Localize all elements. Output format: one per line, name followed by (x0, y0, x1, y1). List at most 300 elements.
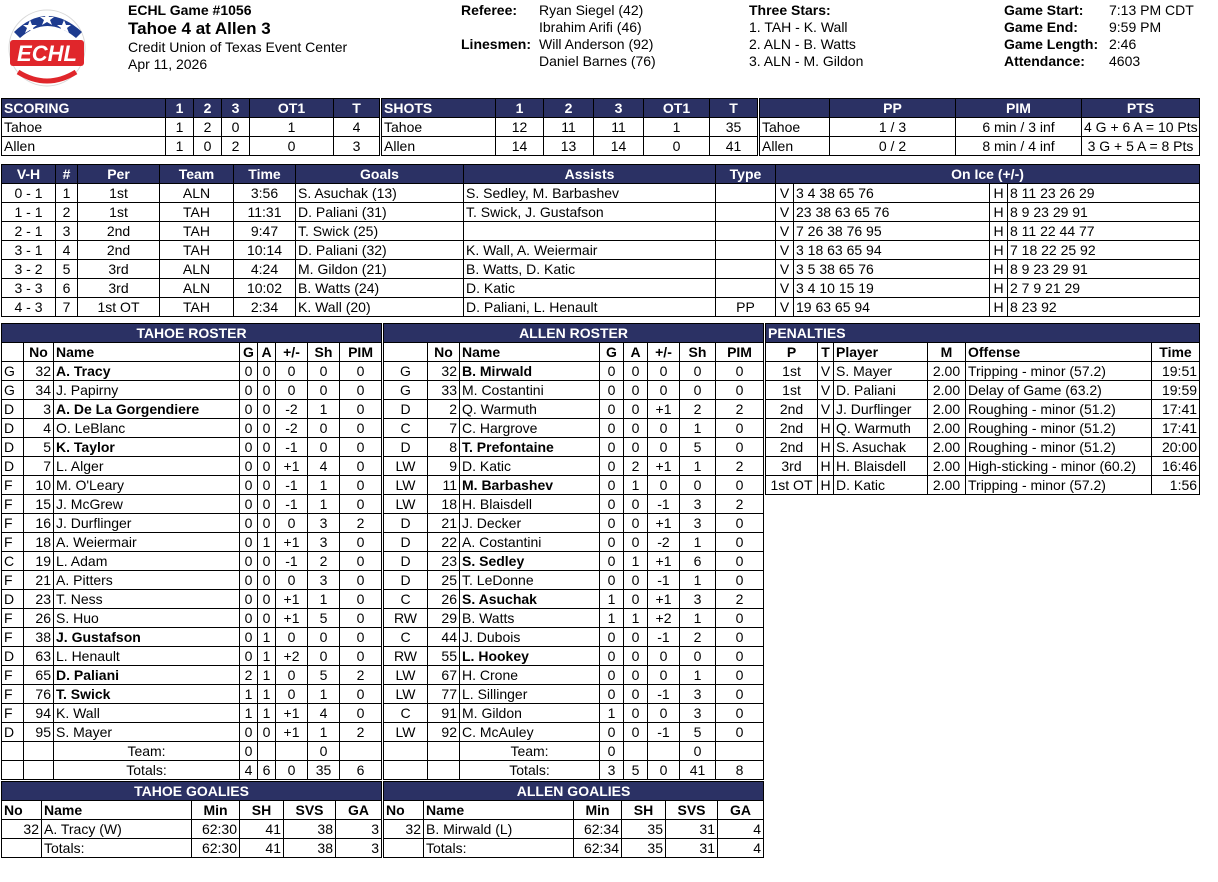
scoring-value: 1 (166, 137, 194, 156)
player-name: S. Sedley (460, 552, 600, 571)
goal-time: 4:24 (234, 260, 296, 279)
roster-row (384, 647, 764, 666)
goal-score: 2 - 1 (2, 222, 56, 241)
player-assists: 1 (624, 609, 648, 628)
player-goals: 0 (240, 723, 258, 742)
player-position: C (2, 552, 24, 571)
goal-time: 11:31 (234, 203, 296, 222)
player-pim: 0 (340, 400, 382, 419)
pen-time: 16:46 (1152, 457, 1200, 476)
roster-team-row (384, 742, 764, 761)
player-shots: 1 (308, 476, 340, 495)
player-name: L. Hookey (460, 647, 600, 666)
player-goals: 0 (240, 533, 258, 552)
total-pim (716, 742, 764, 761)
player-number: 55 (428, 647, 460, 666)
player-shots: 0 (308, 419, 340, 438)
player-pim: 0 (340, 476, 382, 495)
player-number: 32 (428, 362, 460, 381)
player-assists: 1 (258, 628, 276, 647)
player-assists: 0 (258, 723, 276, 742)
scoring-col-ot1: OT1 (250, 99, 334, 118)
goals-col-team: Team (160, 165, 234, 184)
player-assists: 0 (258, 609, 276, 628)
player-plus-minus: 0 (648, 704, 680, 723)
roster-row (2, 362, 382, 381)
player-plus-minus: +1 (648, 457, 680, 476)
player-plus-minus: +1 (276, 457, 308, 476)
player-assists: 0 (258, 590, 276, 609)
player-shots: 3 (308, 514, 340, 533)
player-assists: 0 (624, 533, 648, 552)
goalie-name: B. Mirwald (L) (424, 820, 574, 839)
pen-time: 17:41 (1152, 400, 1200, 419)
player-plus-minus: +2 (648, 609, 680, 628)
goal-assists: D. Paliani, L. Henault (464, 298, 716, 317)
player-assists: 0 (624, 590, 648, 609)
player-plus-minus: 0 (276, 514, 308, 533)
player-plus-minus: -1 (276, 476, 308, 495)
goal-score: 3 - 1 (2, 241, 56, 260)
game-end-value: 9:59 PM (1109, 19, 1162, 35)
scoring-value: 0 (250, 137, 334, 156)
goalie-col-sh: SH (622, 801, 666, 820)
goal-scorer: B. Watts (24) (296, 279, 464, 298)
shots-value: 0 (644, 137, 710, 156)
game-venue: Credit Union of Texas Event Center (128, 39, 348, 55)
goal-team: TAH (160, 241, 234, 260)
onice-v-label: V (776, 184, 794, 203)
player-shots: 3 (308, 533, 340, 552)
goal-period: 3rd (78, 279, 160, 298)
onice-h-label: H (990, 184, 1008, 203)
onice-v-label: V (776, 203, 794, 222)
player-name: A. De La Gorgendiere (54, 400, 240, 419)
roster-col-no: No (24, 343, 54, 362)
pen-time: 19:59 (1152, 381, 1200, 400)
player-name: M. Barbashev (460, 476, 600, 495)
goal-team: TAH (160, 298, 234, 317)
goal-time: 10:02 (234, 279, 296, 298)
player-pim: 0 (340, 438, 382, 457)
player-goals: 0 (600, 381, 624, 400)
onice-visitors: 3 5 38 65 76 (794, 260, 990, 279)
goal-period: 1st OT (78, 298, 160, 317)
player-position: D (2, 400, 24, 419)
goal-type (716, 203, 776, 222)
player-goals: 0 (240, 552, 258, 571)
shots-value: 35 (710, 118, 758, 137)
player-shots: 0 (680, 381, 716, 400)
penalties-subheader (766, 343, 1200, 362)
goalie-number (2, 839, 42, 858)
pen-time: 19:51 (1152, 362, 1200, 381)
player-number: 95 (24, 723, 54, 742)
roster-totals-row (2, 761, 382, 780)
player-pim: 0 (716, 685, 764, 704)
player-number: 7 (24, 457, 54, 476)
total-plus-minus (276, 742, 308, 761)
onice-home: 8 9 23 29 91 (1008, 260, 1200, 279)
pen-team: V (818, 400, 834, 419)
player-shots: 1 (680, 457, 716, 476)
total-plus-minus: 0 (276, 761, 308, 780)
player-assists: 0 (258, 457, 276, 476)
goalie-col-no: No (2, 801, 42, 820)
scoring-value: 2 (194, 118, 222, 137)
pen-period: 1st OT (766, 476, 818, 495)
pen-period: 3rd (766, 457, 818, 476)
total-assists (258, 742, 276, 761)
player-position: D (384, 552, 428, 571)
player-name: L. Alger (54, 457, 240, 476)
pen-time: 17:41 (1152, 419, 1200, 438)
player-pim: 0 (340, 552, 382, 571)
pen-minutes: 2.00 (928, 476, 966, 495)
goal-row (2, 298, 1200, 317)
pen-team: V (818, 362, 834, 381)
player-position: LW (384, 685, 428, 704)
goal-scorer: K. Wall (20) (296, 298, 464, 317)
goal-row (2, 260, 1200, 279)
scoring-value: 4 (334, 118, 380, 137)
pen-player: Q. Warmuth (834, 419, 928, 438)
star-2: 2. ALN - B. Watts (749, 36, 856, 52)
player-position: C (384, 590, 428, 609)
roster-row (384, 704, 764, 723)
pen-offense: Roughing - minor (51.2) (966, 400, 1152, 419)
goal-number: 5 (56, 260, 78, 279)
onice-v-label: V (776, 260, 794, 279)
roster-row (384, 381, 764, 400)
player-goals: 0 (240, 457, 258, 476)
player-name: Q. Warmuth (460, 400, 600, 419)
player-shots: 3 (680, 704, 716, 723)
player-shots: 6 (680, 552, 716, 571)
scoring-row (2, 118, 380, 137)
game-length-value: 2:46 (1109, 36, 1137, 52)
special-pts: 3 G + 5 A = 8 Pts (1082, 137, 1200, 156)
player-number: 63 (24, 647, 54, 666)
pen-team: H (818, 419, 834, 438)
player-name: J. Dubois (460, 628, 600, 647)
goals-col-num: # (56, 165, 78, 184)
player-position: RW (384, 647, 428, 666)
special-team: Tahoe (760, 118, 830, 137)
game-matchup: Tahoe 4 at Allen 3 (128, 19, 271, 38)
player-goals: 0 (240, 609, 258, 628)
onice-visitors: 23 38 63 65 76 (794, 203, 990, 222)
player-name: J. McGrew (54, 495, 240, 514)
goal-type (716, 241, 776, 260)
pen-player: S. Mayer (834, 362, 928, 381)
pen-minutes: 2.00 (928, 438, 966, 457)
roster-col-pos (2, 343, 24, 362)
player-name: M. Gildon (460, 704, 600, 723)
referee-1: Ryan Siegel (42) (539, 2, 644, 18)
goal-assists: D. Katic (464, 279, 716, 298)
player-number: 32 (24, 362, 54, 381)
pen-col-offense: Offense (966, 343, 1152, 362)
goal-time: 3:56 (234, 184, 296, 203)
player-position: D (2, 438, 24, 457)
goalie-totals-row (384, 839, 764, 858)
goalie-minutes: 62:30 (192, 820, 240, 839)
player-name: K. Wall (54, 704, 240, 723)
goal-type (716, 260, 776, 279)
player-position: F (2, 666, 24, 685)
roster-row (384, 609, 764, 628)
referee-2: Ibrahim Arifi (46) (539, 19, 642, 35)
shots-col-2: 2 (544, 99, 594, 118)
game-length-label: Game Length: (1004, 36, 1099, 52)
goal-row (2, 203, 1200, 222)
roster-subheader (384, 343, 764, 362)
roster-col-sh: Sh (308, 343, 340, 362)
player-plus-minus: -1 (276, 552, 308, 571)
blank-cell (2, 742, 24, 761)
player-shots: 1 (308, 495, 340, 514)
player-goals: 0 (600, 438, 624, 457)
game-number: ECHL Game #1056 (128, 2, 252, 18)
player-position: F (2, 533, 24, 552)
roster-col-a: A (624, 343, 648, 362)
player-position: D (2, 723, 24, 742)
special-col-pts: PTS (1082, 99, 1200, 118)
special-pim: 6 min / 3 inf (956, 118, 1082, 137)
special-teams-table (759, 98, 1200, 156)
player-shots: 5 (308, 609, 340, 628)
pen-offense: Delay of Game (63.2) (966, 381, 1152, 400)
player-shots: 1 (680, 571, 716, 590)
goalie-totals-label: Totals: (424, 839, 574, 858)
onice-home: 8 11 22 44 77 (1008, 222, 1200, 241)
player-plus-minus: 0 (648, 362, 680, 381)
player-number: 3 (24, 400, 54, 419)
goal-team: TAH (160, 203, 234, 222)
player-position: F (2, 609, 24, 628)
goalies-subheader (384, 801, 764, 820)
pen-col-time: Time (1152, 343, 1200, 362)
goalie-minutes: 62:30 (192, 839, 240, 858)
player-position: G (384, 362, 428, 381)
player-plus-minus: -1 (276, 438, 308, 457)
special-pim: 8 min / 4 inf (956, 137, 1082, 156)
pen-player: S. Asuchak (834, 438, 928, 457)
player-pim: 0 (716, 419, 764, 438)
player-assists: 1 (258, 685, 276, 704)
goals-col-onice: On Ice (+/-) (776, 165, 1200, 184)
goal-scorer: M. Gildon (21) (296, 260, 464, 279)
goalie-shots: 41 (240, 839, 284, 858)
goal-number: 4 (56, 241, 78, 260)
player-assists: 0 (258, 362, 276, 381)
player-name: S. Huo (54, 609, 240, 628)
player-assists: 0 (258, 419, 276, 438)
scoring-value: 0 (194, 137, 222, 156)
onice-home: 8 23 92 (1008, 298, 1200, 317)
blank-cell (428, 761, 460, 780)
allen-goalies-title: ALLEN GOALIES (384, 782, 764, 801)
goalie-number: 32 (2, 820, 42, 839)
roster-row (384, 419, 764, 438)
player-plus-minus: +2 (276, 647, 308, 666)
star-3: 3. ALN - M. Gildon (749, 53, 864, 69)
goals-table (1, 164, 1200, 317)
scoring-value: 2 (222, 137, 250, 156)
goal-team: ALN (160, 260, 234, 279)
player-pim: 0 (340, 571, 382, 590)
roster-col-pim: PIM (716, 343, 764, 362)
tahoe-goalies-table (1, 781, 382, 858)
player-name: S. Mayer (54, 723, 240, 742)
linesmen-label: Linesmen: (461, 36, 532, 52)
total-goals: 0 (600, 742, 624, 761)
player-position: D (2, 457, 24, 476)
player-pim: 0 (340, 647, 382, 666)
player-name: K. Taylor (54, 438, 240, 457)
onice-visitors: 3 4 38 65 76 (794, 184, 990, 203)
player-position: D (384, 571, 428, 590)
player-shots: 0 (308, 628, 340, 647)
player-number: 23 (24, 590, 54, 609)
player-shots: 0 (680, 647, 716, 666)
total-shots: 35 (308, 761, 340, 780)
player-shots: 2 (308, 552, 340, 571)
goal-assists (464, 222, 716, 241)
player-plus-minus: +1 (276, 590, 308, 609)
three-stars (749, 2, 863, 70)
player-plus-minus: +1 (276, 533, 308, 552)
shots-value: 12 (496, 118, 544, 137)
onice-h-label: H (990, 298, 1008, 317)
tahoe-goalies-title: TAHOE GOALIES (2, 782, 382, 801)
player-goals: 0 (600, 723, 624, 742)
player-shots: 5 (308, 666, 340, 685)
goal-row (2, 241, 1200, 260)
player-shots: 4 (308, 704, 340, 723)
player-position: C (384, 628, 428, 647)
player-plus-minus: 0 (276, 571, 308, 590)
player-position: D (2, 419, 24, 438)
player-goals: 0 (240, 514, 258, 533)
player-number: 22 (428, 533, 460, 552)
penalty-row (766, 457, 1200, 476)
roster-col-a: A (258, 343, 276, 362)
onice-h-label: H (990, 222, 1008, 241)
total-pim (340, 742, 382, 761)
player-number: 8 (428, 438, 460, 457)
player-pim: 0 (716, 628, 764, 647)
player-number: 23 (428, 552, 460, 571)
goal-number: 2 (56, 203, 78, 222)
row-label: Team: (54, 742, 240, 761)
player-goals: 0 (600, 571, 624, 590)
player-pim: 0 (716, 381, 764, 400)
roster-col-g: G (600, 343, 624, 362)
goal-score: 3 - 2 (2, 260, 56, 279)
pen-offense: Tripping - minor (57.2) (966, 362, 1152, 381)
player-pim: 0 (340, 590, 382, 609)
player-shots: 1 (680, 533, 716, 552)
player-position: F (2, 628, 24, 647)
goalie-goals-against: 4 (718, 839, 764, 858)
player-shots: 3 (680, 514, 716, 533)
goalie-col-ga: GA (336, 801, 382, 820)
goal-time: 2:34 (234, 298, 296, 317)
roster-row (2, 609, 382, 628)
player-plus-minus: 0 (276, 685, 308, 704)
player-pim: 0 (716, 647, 764, 666)
pen-offense: Roughing - minor (51.2) (966, 438, 1152, 457)
roster-row (2, 647, 382, 666)
player-assists: 0 (258, 476, 276, 495)
player-goals: 1 (600, 609, 624, 628)
game-start-label: Game Start: (1004, 2, 1084, 18)
player-goals: 0 (600, 514, 624, 533)
roster-row (384, 514, 764, 533)
goal-row (2, 222, 1200, 241)
roster-row (2, 533, 382, 552)
roster-row (2, 704, 382, 723)
pen-minutes: 2.00 (928, 362, 966, 381)
onice-visitors: 3 4 10 15 19 (794, 279, 990, 298)
player-name: J. Decker (460, 514, 600, 533)
player-shots: 5 (680, 723, 716, 742)
player-name: D. Paliani (54, 666, 240, 685)
special-header-blank (760, 99, 830, 118)
player-pim: 0 (716, 438, 764, 457)
scoring-col-3: 3 (222, 99, 250, 118)
player-assists: 0 (624, 647, 648, 666)
goals-col-vh: V-H (2, 165, 56, 184)
player-name: H. Blaisdell (460, 495, 600, 514)
player-goals: 0 (240, 476, 258, 495)
shots-team: Allen (382, 137, 496, 156)
shots-header: SHOTS (382, 99, 496, 118)
player-name: M. O'Leary (54, 476, 240, 495)
roster-col-g: G (240, 343, 258, 362)
goalie-col-no: No (384, 801, 424, 820)
player-number: 92 (428, 723, 460, 742)
shots-value: 14 (594, 137, 644, 156)
pen-offense: Tripping - minor (57.2) (966, 476, 1152, 495)
pen-minutes: 2.00 (928, 457, 966, 476)
player-name: B. Watts (460, 609, 600, 628)
player-plus-minus: -1 (648, 723, 680, 742)
goalie-saves: 38 (284, 839, 336, 858)
roster-col-pos (384, 343, 428, 362)
goal-number: 1 (56, 184, 78, 203)
blank-cell (384, 761, 428, 780)
goalie-col-sh: SH (240, 801, 284, 820)
total-goals: 3 (600, 761, 624, 780)
player-pim: 0 (340, 628, 382, 647)
player-goals: 0 (600, 552, 624, 571)
player-number: 77 (428, 685, 460, 704)
roster-row (2, 438, 382, 457)
player-goals: 1 (600, 704, 624, 723)
player-shots: 3 (680, 590, 716, 609)
total-goals: 4 (240, 761, 258, 780)
player-plus-minus: -1 (276, 495, 308, 514)
special-col-pim: PIM (956, 99, 1082, 118)
player-assists: 0 (258, 552, 276, 571)
goalie-col-svs: SVS (284, 801, 336, 820)
onice-home: 8 11 23 26 29 (1008, 184, 1200, 203)
goal-period: 1st (78, 184, 160, 203)
player-shots: 1 (680, 609, 716, 628)
